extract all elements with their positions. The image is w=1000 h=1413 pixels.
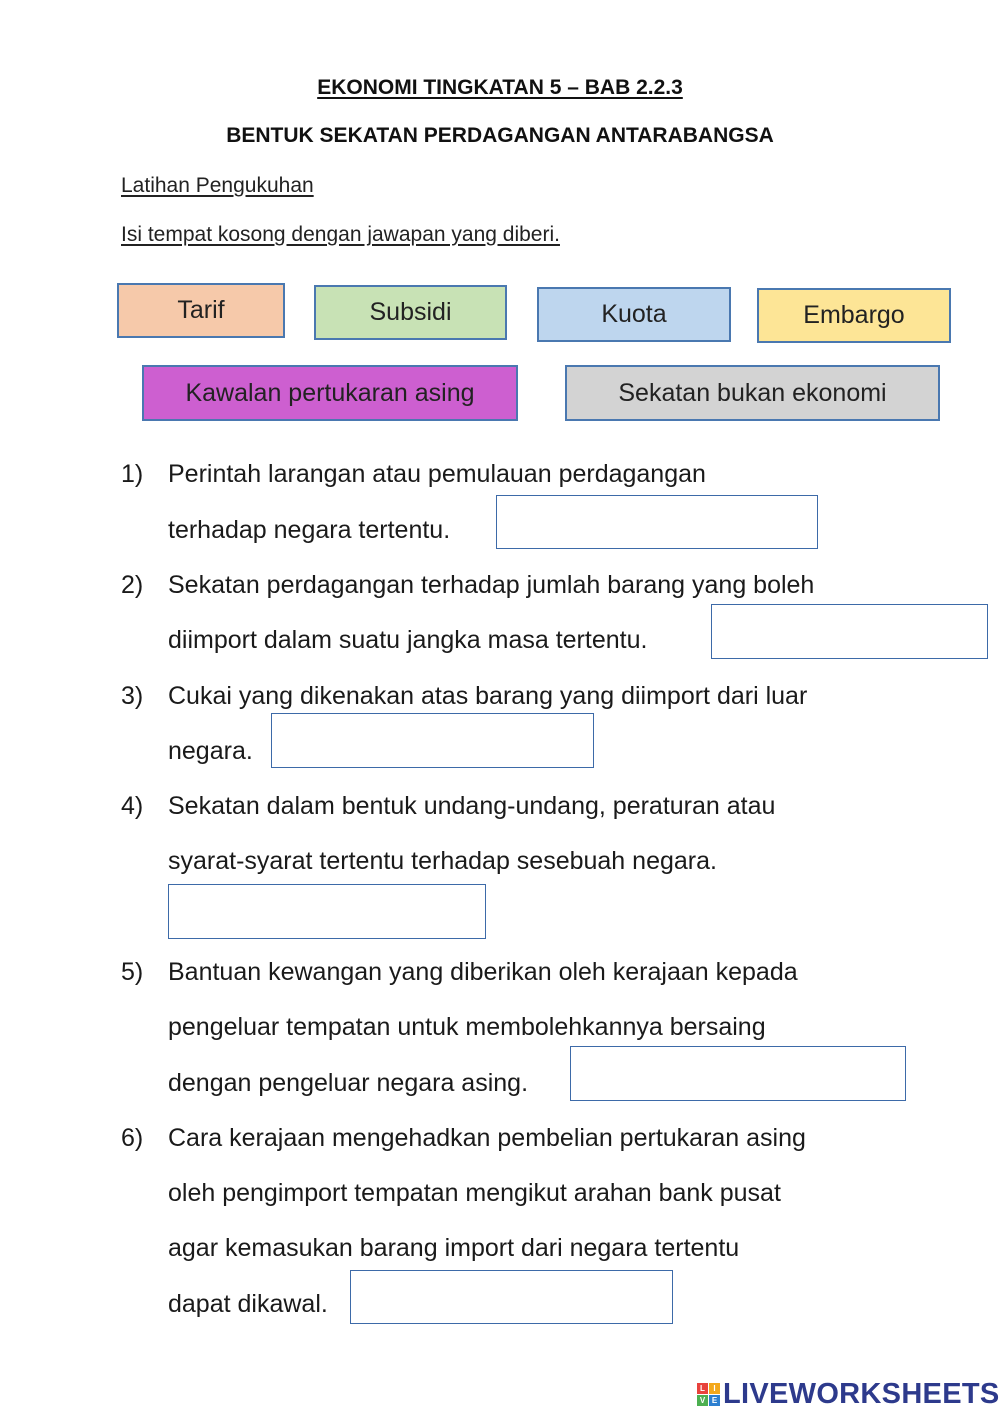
question-text: agar kemasukan barang import dari negara tertentu bbox=[168, 1234, 740, 1262]
question-text: Cukai yang dikenakan atas barang yang diimport dari luar bbox=[168, 682, 808, 710]
answer-input-1[interactable] bbox=[496, 495, 818, 549]
question-number: 4) bbox=[121, 792, 144, 820]
question-text: terhadap negara tertentu. bbox=[168, 516, 451, 544]
question-text: pengeluar tempatan untuk membolehkannya bersaing bbox=[168, 1013, 766, 1041]
question-text: dengan pengeluar negara asing. bbox=[168, 1069, 529, 1097]
logo-mark-letter: I bbox=[709, 1383, 720, 1394]
section-heading: Latihan Pengukuhan bbox=[121, 174, 314, 197]
question-number: 3) bbox=[121, 682, 144, 710]
instruction-text: Isi tempat kosong dengan jawapan yang diberi. bbox=[121, 223, 560, 246]
page-title: EKONOMI TINGKATAN 5 – BAB 2.2.3 bbox=[317, 76, 683, 99]
choice-kawalan-pertukaran-asing[interactable]: Kawalan pertukaran asing bbox=[142, 365, 518, 421]
logo-mark-letter: V bbox=[697, 1395, 708, 1406]
liveworksheets-logo bbox=[697, 1378, 1000, 1411]
question-text: Sekatan perdagangan terhadap jumlah barang yang boleh bbox=[168, 571, 815, 599]
choice-sekatan-bukan-ekonomi[interactable]: Sekatan bukan ekonomi bbox=[565, 365, 940, 421]
question-text: Cara kerajaan mengehadkan pembelian pertukaran asing bbox=[168, 1124, 806, 1152]
logo-text: LIVEWORKSHEETS bbox=[723, 1378, 1000, 1410]
question-number: 1) bbox=[121, 460, 144, 488]
answer-input-2[interactable] bbox=[711, 604, 988, 659]
question-text: diimport dalam suatu jangka masa tertentu. bbox=[168, 626, 648, 654]
choice-subsidi[interactable]: Subsidi bbox=[314, 285, 507, 340]
logo-mark-letter: L bbox=[697, 1383, 708, 1394]
question-text: syarat-syarat tertentu terhadap sesebuah negara. bbox=[168, 847, 717, 875]
choice-kuota[interactable]: Kuota bbox=[537, 287, 731, 342]
answer-input-4[interactable] bbox=[168, 884, 486, 939]
question-number: 2) bbox=[121, 571, 144, 599]
answer-input-3[interactable] bbox=[271, 713, 594, 768]
answer-input-6[interactable] bbox=[350, 1270, 673, 1324]
question-number: 5) bbox=[121, 958, 144, 986]
logo-mark-letter: E bbox=[709, 1395, 720, 1406]
question-text: Bantuan kewangan yang diberikan oleh kerajaan kepada bbox=[168, 958, 798, 986]
answer-input-5[interactable] bbox=[570, 1046, 906, 1101]
question-text: negara. bbox=[168, 737, 253, 765]
choice-embargo[interactable]: Embargo bbox=[757, 288, 951, 343]
choice-tarif[interactable]: Tarif bbox=[117, 283, 285, 338]
question-text: oleh pengimport tempatan mengikut arahan bank pusat bbox=[168, 1179, 781, 1207]
page-subtitle: BENTUK SEKATAN PERDAGANGAN ANTARABANGSA bbox=[226, 124, 774, 147]
logo-mark-icon bbox=[697, 1383, 720, 1406]
question-text: dapat dikawal. bbox=[168, 1290, 328, 1318]
question-text: Perintah larangan atau pemulauan perdagangan bbox=[168, 460, 706, 488]
question-text: Sekatan dalam bentuk undang-undang, peraturan atau bbox=[168, 792, 776, 820]
question-number: 6) bbox=[121, 1124, 144, 1152]
